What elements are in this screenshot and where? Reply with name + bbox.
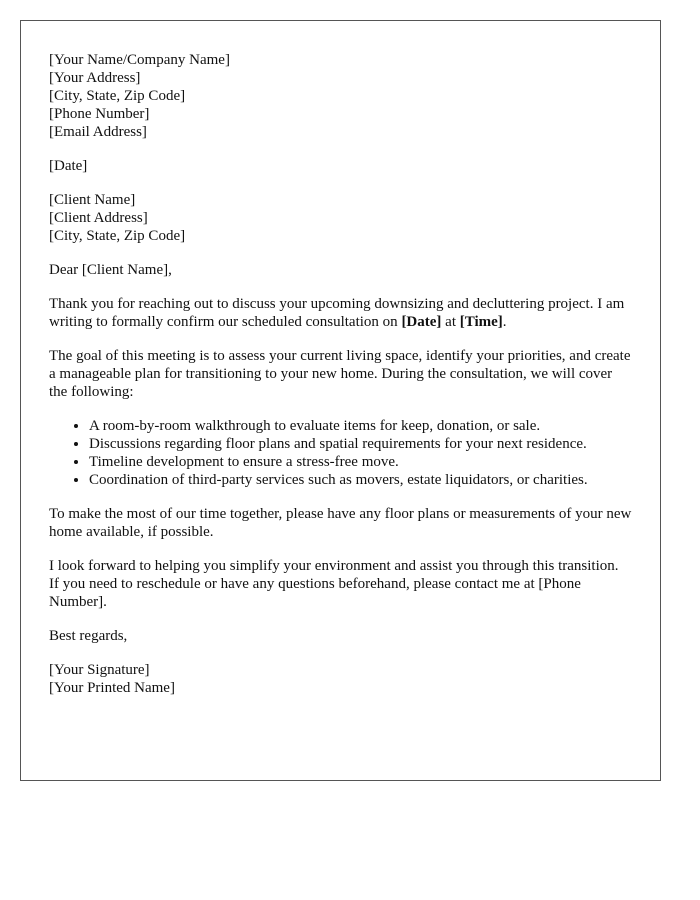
- paragraph-confirmation-text-before: Thank you for reaching out to discuss your upcoming downsizing and decluttering project. I am writing to formally confirm our scheduled consultation on: [49, 296, 625, 330]
- recipient-block: [49, 191, 632, 245]
- paragraph-confirmation: [49, 295, 632, 331]
- sender-phone: [Phone Number]: [49, 106, 150, 122]
- list-item: • Discussions regarding floor plans and spatial requirements for your next residence.: [89, 435, 632, 453]
- list-item: • A room-by-room walkthrough to evaluate items for keep, donation, or sale.: [89, 417, 632, 435]
- list-item: • Timeline development to ensure a stress-free move.: [89, 453, 632, 471]
- salutation: Dear [Client Name],: [49, 262, 172, 278]
- paragraph-preparation: To make the most of our time together, please have any floor plans or measurements of your new home available, if possible.: [49, 506, 632, 540]
- consultation-time: [Time]: [459, 314, 503, 330]
- paragraph-closing-remarks: I look forward to helping you simplify your environment and assist you through this transition. If you need to reschedule or have any questions beforehand, please contact me at [Phone Number].: [49, 558, 619, 610]
- sender-name: [Your Name/Company Name]: [49, 52, 230, 68]
- list-item: • Coordination of third-party services such as movers, estate liquidators, or charities.: [89, 471, 632, 489]
- sender-address: [Your Address]: [49, 70, 141, 86]
- date-block: [49, 157, 632, 175]
- paragraph-confirmation-text-after: .: [502, 314, 507, 330]
- letter-page: [20, 20, 661, 781]
- sender-email: [Email Address]: [49, 124, 147, 140]
- letter-date: [Date]: [49, 158, 88, 174]
- agenda-list: [49, 417, 632, 489]
- signature-line: [Your Signature]: [49, 662, 150, 678]
- paragraph-goal: The goal of this meeting is to assess your current living space, identify your priorities, and create a manageable plan for transitioning to your new home. During the consultation, we will cover the following:: [49, 348, 631, 400]
- printed-name: [Your Printed Name]: [49, 680, 175, 696]
- paragraph-confirmation-text-middle: at: [441, 314, 460, 330]
- closing: Best regards,: [49, 628, 128, 644]
- sender-block: [49, 51, 632, 141]
- recipient-name: [Client Name]: [49, 192, 136, 208]
- consultation-date: [Date]: [401, 314, 442, 330]
- recipient-city-state-zip: [City, State, Zip Code]: [49, 228, 186, 244]
- recipient-address: [Client Address]: [49, 210, 148, 226]
- sender-city-state-zip: [City, State, Zip Code]: [49, 88, 186, 104]
- signature-block: [49, 661, 632, 697]
